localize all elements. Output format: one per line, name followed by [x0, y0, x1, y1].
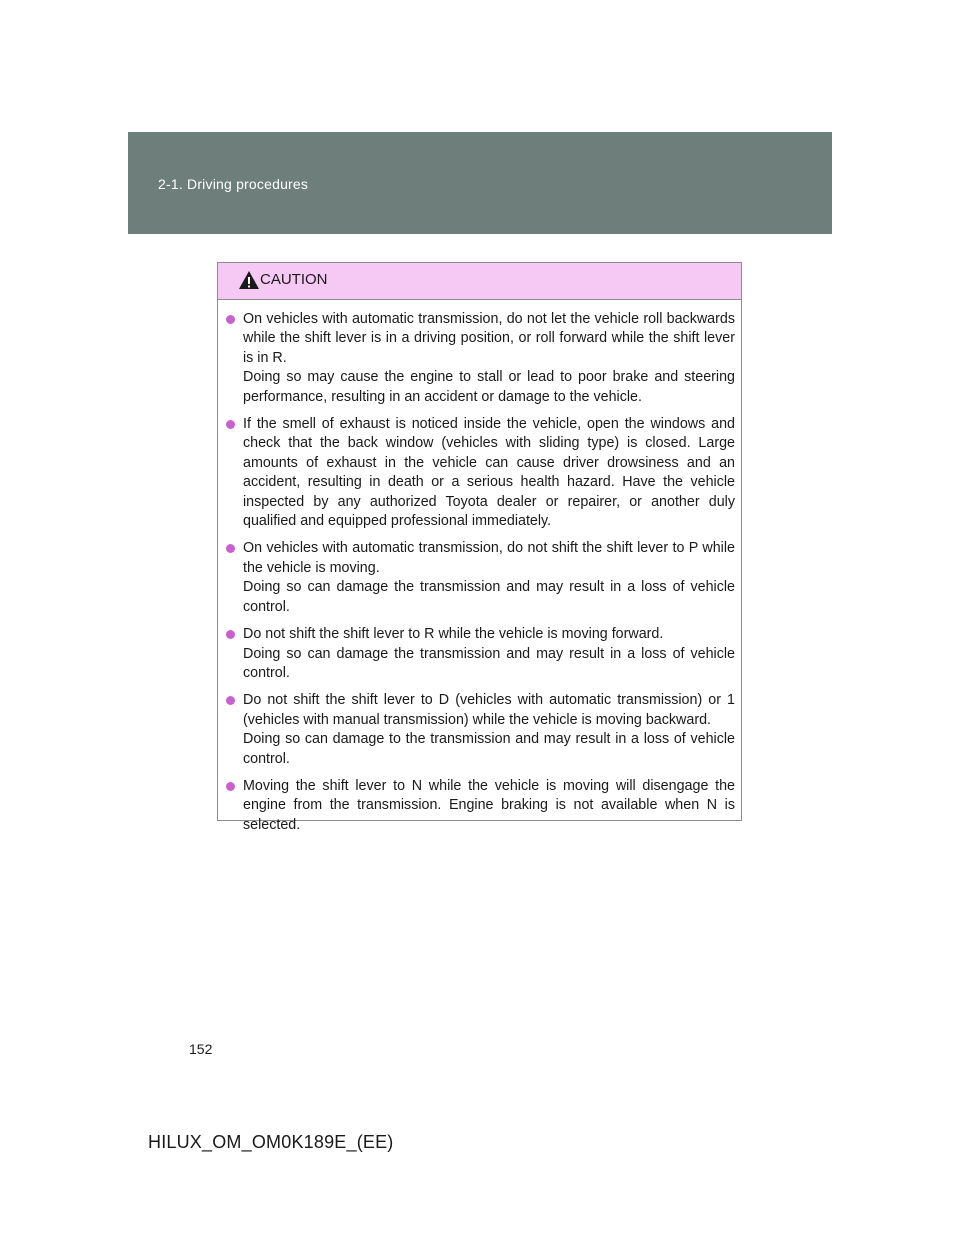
bullet-icon: [226, 696, 235, 705]
caution-text: Do not shift the shift lever to D (vehicles with automatic transmission) or 1 (vehicles with manual transmission) while the vehicle is moving backward.: [243, 692, 735, 728]
caution-item: [226, 415, 735, 531]
document-code: HILUX_OM_OM0K189E_(EE): [148, 1132, 394, 1152]
caution-item: [226, 691, 735, 769]
caution-text: Doing so may cause the engine to stall or lead to poor brake and steering performance, resulting in an accident or damage to the vehicle.: [243, 369, 735, 405]
section-title: 2-1. Driving procedures: [158, 176, 309, 192]
page-number: 152: [189, 1041, 213, 1057]
caution-list: [218, 300, 741, 835]
caution-item: [226, 777, 735, 835]
caution-text: On vehicles with automatic transmission, do not shift the shift lever to P while the vehicle is moving.: [243, 540, 735, 576]
caution-title: CAUTION: [260, 271, 328, 288]
caution-item: [226, 625, 735, 683]
bullet-icon: [226, 630, 235, 639]
bullet-icon: [226, 544, 235, 553]
caution-item: [226, 539, 735, 617]
caution-item: [226, 310, 735, 407]
caution-text: Doing so can damage to the transmission and may result in a loss of vehicle control.: [243, 731, 735, 767]
bullet-icon: [226, 782, 235, 791]
caution-text: If the smell of exhaust is noticed inside the vehicle, open the windows and check that the back window (vehicles with sliding type) is closed. Large amounts of exhaust in the vehicle can cause driver drowsiness and an accident, resulting in death or a serious health hazard. Have the vehicle inspected by any authorized Toyota dealer or repairer, or another duly qualified and equipped professional immediately.: [243, 416, 735, 530]
bullet-icon: [226, 315, 235, 324]
caution-box: [217, 262, 742, 833]
header-band: [128, 132, 832, 234]
caution-text: Doing so can damage the transmission and may result in a loss of vehicle control.: [243, 645, 735, 681]
caution-text: Doing so can damage the transmission and may result in a loss of vehicle control.: [243, 579, 735, 615]
caution-text: On vehicles with automatic transmission, do not let the vehicle roll backwards while the shift lever is in a driving position, or roll forward while the shift lever is in R.: [243, 311, 735, 366]
warning-triangle-icon: [238, 270, 260, 290]
bullet-icon: [226, 420, 235, 429]
caution-text: Do not shift the shift lever to R while the vehicle is moving forward.: [243, 626, 664, 643]
caution-text: Moving the shift lever to N while the vehicle is moving will disengage the engine from the transmission. Engine braking is not available when N is selected.: [243, 777, 735, 833]
caution-header: [218, 263, 741, 300]
